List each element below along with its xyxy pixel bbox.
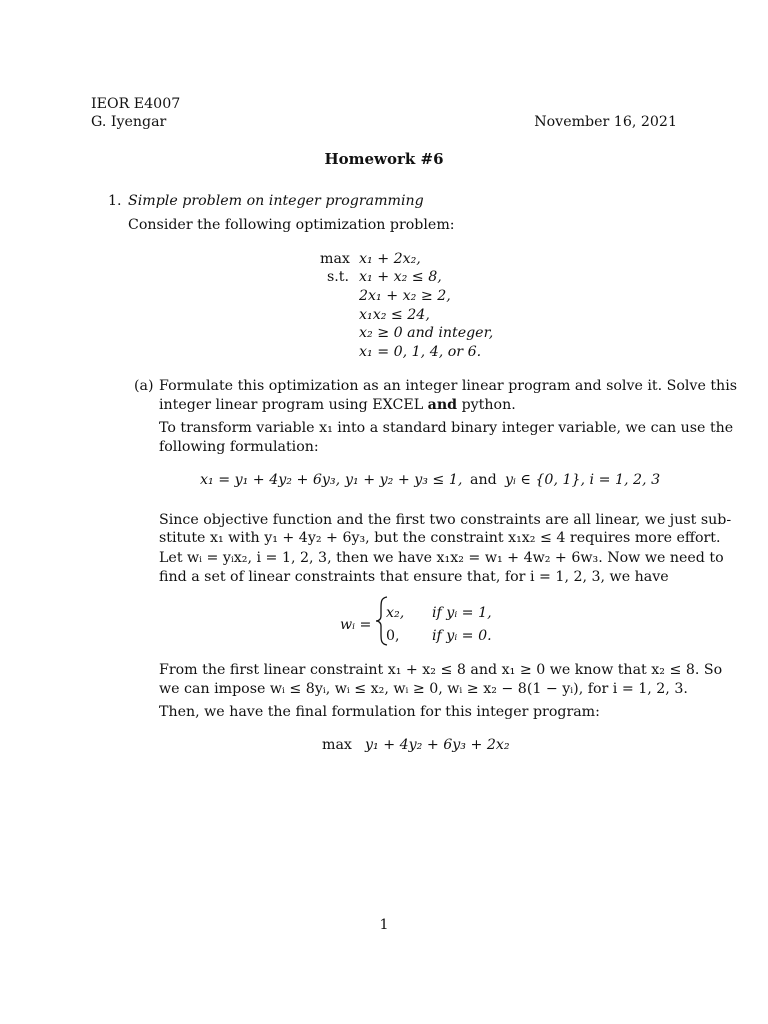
case2-value: 0,: [386, 628, 400, 644]
para2-line4: find a set of linear constraints that ensure that, for i = 1, 2, 3, we have: [159, 569, 669, 585]
problem-intro: Consider the following optimization problem:: [128, 217, 455, 233]
problem-heading: Simple problem on integer programming: [128, 193, 424, 209]
transform-line2: following formulation:: [159, 439, 319, 455]
part-a-line2-bold: and: [427, 397, 458, 413]
eq1-part-c: and: [470, 472, 497, 488]
para2-line1: Since objective function and the first two constraints are all linear, we just sub-: [159, 512, 732, 528]
transform-line1: To transform variable x₁ into a standard binary integer variable, we can use the: [159, 420, 734, 436]
page-number: 1: [379, 917, 389, 933]
para3-line1: From the first linear constraint x₁ + x₂ ≤ 8 and x₁ ≥ 0 we know that x₂ ≤ 8. So: [159, 662, 723, 678]
part-a-line2-post: python.: [457, 397, 516, 413]
objective: x₁ + 2x₂,: [359, 251, 421, 267]
part-a-line2: [159, 397, 516, 415]
part-a-line2-pre: integer linear program using EXCEL: [159, 397, 428, 413]
st-label: s.t.: [327, 269, 350, 285]
constraint-2: 2x₁ + x₂ ≥ 2,: [359, 288, 451, 304]
author-name: G. Iyengar: [91, 114, 167, 130]
case-lhs: wᵢ =: [340, 617, 372, 633]
date: November 16, 2021: [534, 114, 677, 130]
para3-line2: we can impose wᵢ ≤ 8yᵢ, wᵢ ≤ x₂, wᵢ ≥ 0, wᵢ ≥ x₂ − 8(1 − yᵢ), for i = 1, 2, 3.: [159, 681, 688, 697]
case1-value: x₂,: [386, 605, 405, 621]
eq1-part-a: x₁ = y₁ + 4y₂ + 6y₃,: [200, 472, 341, 488]
para2-line2: stitute x₁ with y₁ + 4y₂ + 6y₃, but the constraint x₁x₂ ≤ 4 requires more effort.: [159, 530, 721, 546]
constraint-5: x₁ = 0, 1, 4, or 6.: [359, 344, 482, 360]
eq1-part-b: y₁ + y₂ + y₃ ≤ 1,: [345, 472, 463, 488]
constraint-1: x₁ + x₂ ≤ 8,: [359, 269, 442, 285]
case1-condition: if yᵢ = 1,: [432, 605, 492, 621]
constraint-4: x₂ ≥ 0 and integer,: [359, 325, 494, 341]
part-a-line1: Formulate this optimization as an integer linear program and solve it. Solve this: [159, 378, 738, 394]
eq1-part-d: yᵢ ∈ {0, 1}, i = 1, 2, 3: [505, 472, 661, 488]
para3-line3: Then, we have the final formulation for this integer program:: [159, 704, 600, 720]
course-code: IEOR E4007: [91, 96, 181, 112]
case2-condition: if yᵢ = 0.: [432, 628, 492, 644]
max-label: max: [320, 251, 350, 267]
final-max-label: max: [322, 737, 352, 753]
part-a-label: (a): [134, 378, 154, 394]
page-title: Homework #6: [324, 150, 444, 168]
para2-line3: Let wᵢ = yᵢx₂, i = 1, 2, 3, then we have x₁x₂ = w₁ + 4w₂ + 6w₃. Now we need to: [159, 550, 724, 566]
problem-number: 1.: [108, 193, 122, 209]
constraint-3: x₁x₂ ≤ 24,: [359, 307, 430, 323]
final-objective: y₁ + 4y₂ + 6y₃ + 2x₂: [365, 737, 510, 753]
